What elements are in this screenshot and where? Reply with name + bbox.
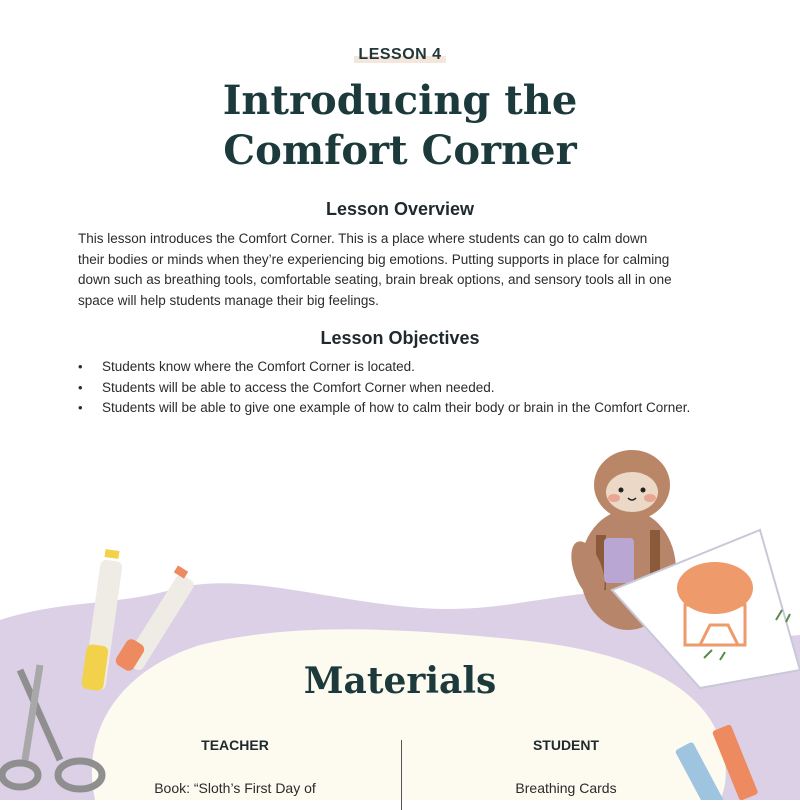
title-line-1: Introducing the [222,77,578,124]
student-item: Breathing Cards [515,780,617,796]
teacher-heading: TEACHER [201,737,269,753]
teacher-item: Book: “Sloth’s First Day of [154,780,316,796]
materials-title: Materials [303,660,497,702]
page-title [0,76,800,176]
objectives-list [78,357,718,419]
list-item: • Students know where the Comfort Corner is located. [78,357,718,378]
title-line-2: Comfort Corner [223,127,577,174]
student-heading: STUDENT [532,737,600,753]
overview-heading: Lesson Overview [325,199,475,219]
list-item: • Students will be able to give one example of how to calm their body or brain in the Comfort Corner. [78,398,718,419]
list-item: • Students will be able to access the Comfort Corner when needed. [78,378,718,399]
objectives-heading: Lesson Objectives [320,328,480,348]
lesson-label: LESSON 4 [0,46,800,64]
overview-text: This lesson introduces the Comfort Corner. This is a place where students can go to calm down their bodies or minds when they’re experiencing big emotions. Putting supports in place for calming down such as breathing tools, comfortable seating, brain break options, and sensory tools all in one space will help students manage their big feelings. [78,231,672,308]
